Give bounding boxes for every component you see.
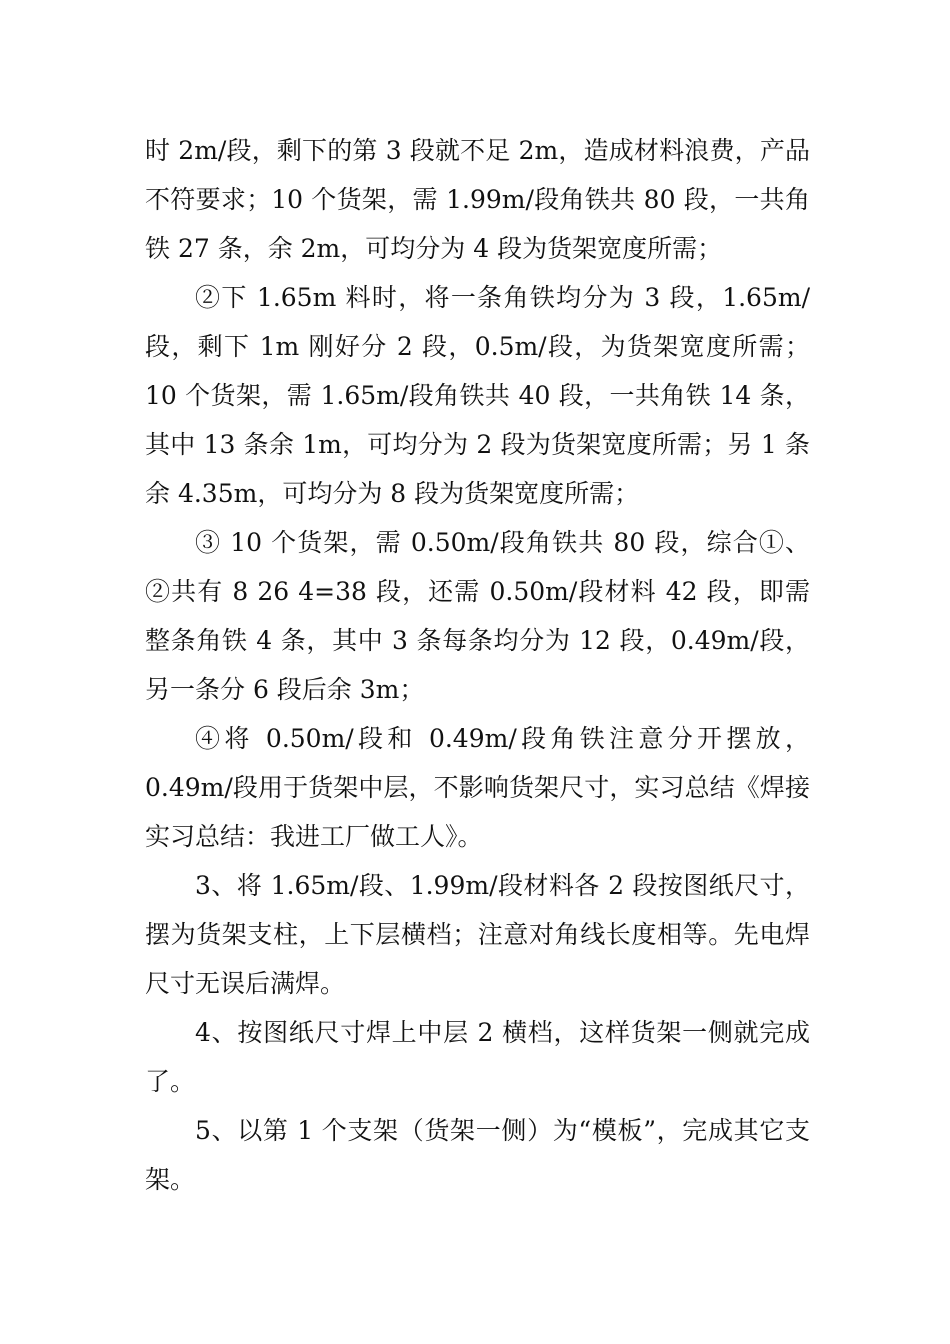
paragraph-material-0-50: ③ 10 个货架，需 0.50m/段角铁共 80 段，综合①、②共有 8 26 4=38 段，还需 0.50m/段材料 42 段，即需整条角铁 4 条，其中 3 条每条均分为 12 段，0.49m/段，另一条分 6 段后余 3m；	[145, 528, 810, 704]
paragraph-step-3: 3、将 1.65m/段、1.99m/段材料各 2 段按图纸尺寸，摆为货架支柱，上下层横档；注意对角线长度相等。先电焊尺寸无误后满焊。	[145, 871, 810, 998]
paragraph-material-1-99: 时 2m/段，剩下的第 3 段就不足 2m，造成材料浪费，产品不符要求；10 个货架，需 1.99m/段角铁共 80 段，一共角铁 27 条，余 2m，可均分为 4 段为货架宽度所需；	[145, 136, 810, 263]
paragraph-storage-note: ④将 0.50m/段和 0.49m/段角铁注意分开摆放，0.49m/段用于货架中层，不影响货架尺寸，实习总结《焊接实习总结：我进工厂做工人》。	[145, 724, 810, 851]
document-body	[145, 126, 810, 1204]
paragraph-material-1-65: ②下 1.65m 料时，将一条角铁均分为 3 段，1.65m/段，剩下 1m 刚好分 2 段，0.5m/段，为货架宽度所需；10 个货架，需 1.65m/段角铁共 40 段，一共角铁 14 条，其中 13 条余 1m，可均分为 2 段为货架宽度所需；另 1 条余 4.35m，可均分为 8 段为货架宽度所需；	[145, 283, 810, 508]
paragraph-step-4: 4、按图纸尺寸焊上中层 2 横档，这样货架一侧就完成了。	[145, 1018, 810, 1096]
paragraph-step-5: 5、以第 1 个支架（货架一侧）为“模板”，完成其它支架。	[145, 1116, 810, 1194]
